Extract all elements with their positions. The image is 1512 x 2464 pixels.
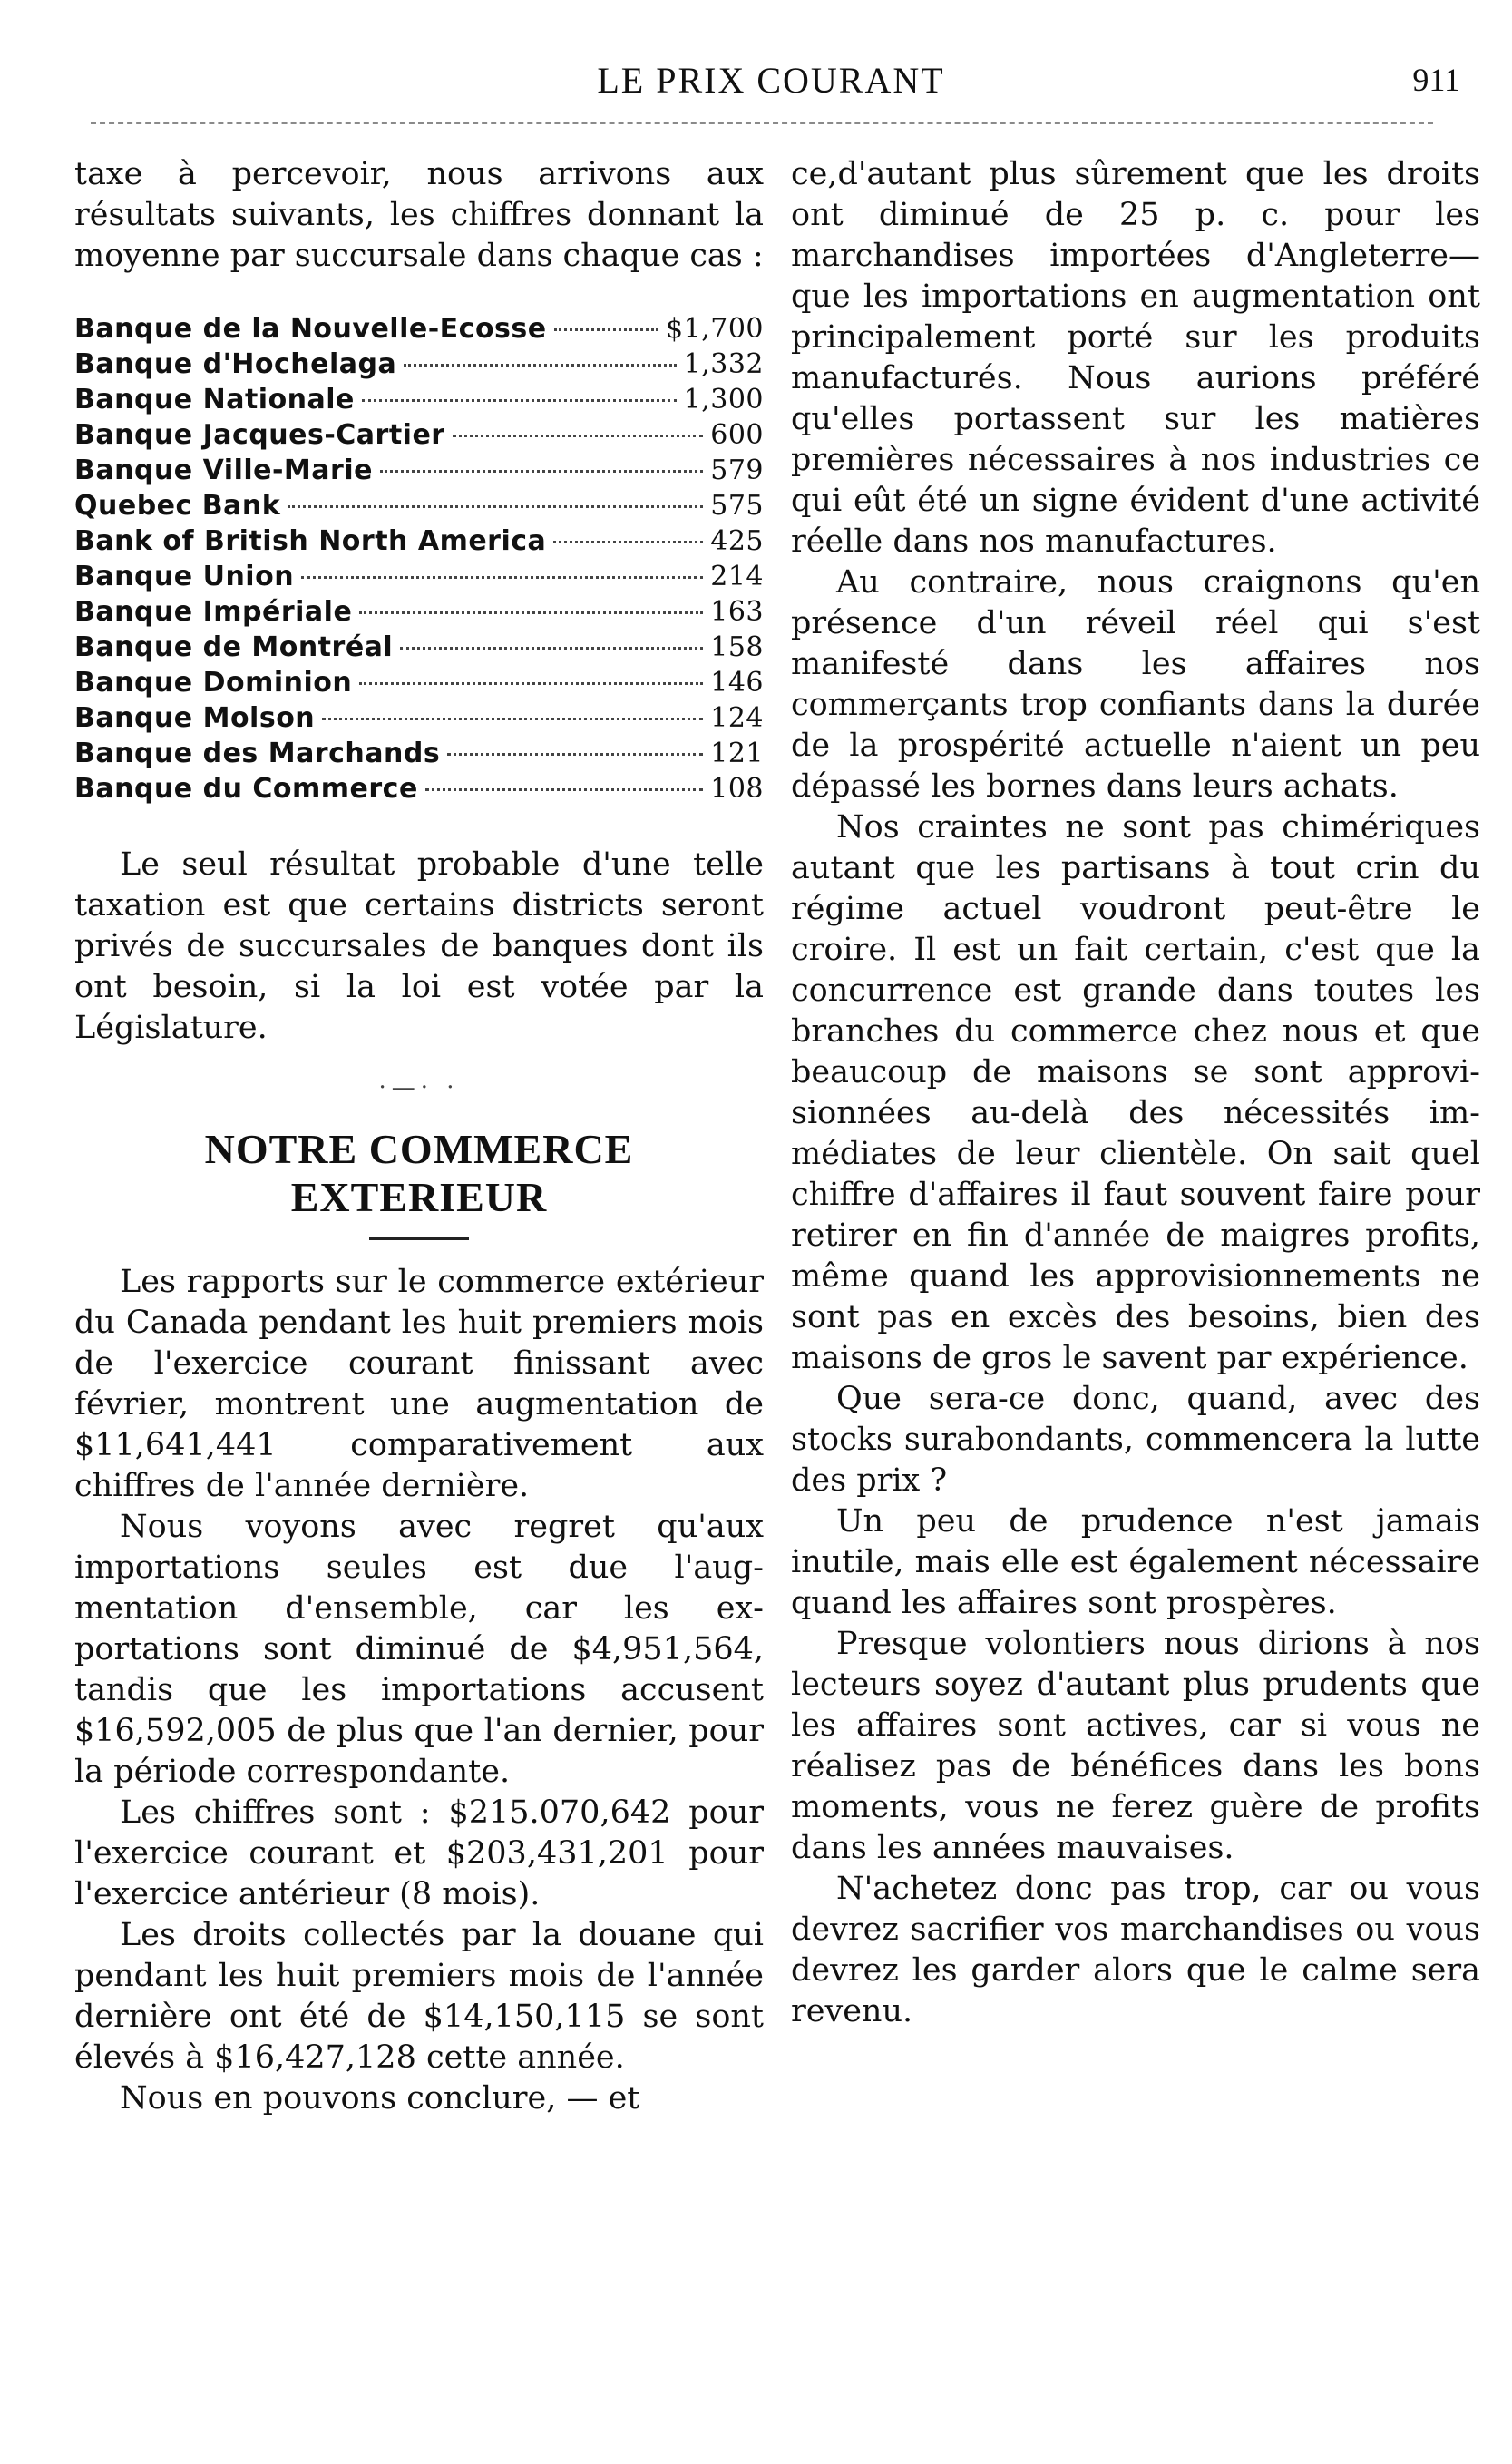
bank-value: 158: [710, 631, 764, 663]
bank-value: $1,700: [666, 313, 764, 345]
bank-value: 575: [710, 490, 764, 522]
section-divider: ·—· ·: [378, 1074, 460, 1101]
bank-row: [74, 384, 764, 419]
right-paragraph: Que sera-ce donc, quand, avec des stocks surabondants, commencera la lutte des prix ?: [791, 1381, 1480, 1499]
leader-dots: [359, 611, 703, 614]
bank-name: Banque Jacques-Cartier: [74, 419, 445, 451]
bank-row: [74, 702, 764, 738]
left-paragraph: Les rapports sur le commerce extérieur du Canada pendant les huit premiers mois de l'exercice courant finissant avec février, montrent une augmentation de $11,641,441 comparativement aux chiffres de l'année dernière.: [74, 1264, 764, 1504]
bank-row: [74, 419, 764, 455]
leader-dots: [554, 328, 658, 331]
leader-dots: [447, 753, 703, 756]
bank-value: 163: [710, 596, 764, 628]
leader-dots: [301, 576, 703, 579]
bank-row: [74, 490, 764, 525]
bank-value: 121: [710, 738, 764, 769]
right-paragraph: ce,d'autant plus sûrement que les droits ont diminué de 25 p. c. pour les marchandises importées d'Angleterre—que les importations en augmentation ont principalement porté sur les produits manufacturés. Nous aurions préféré qu'elles portassent sur les matières premières nécessaires à nos industries ce qui eût été un signe évident d'une activité réelle dans nos manufactures.: [791, 156, 1480, 560]
bank-name: Banque du Commerce: [74, 773, 418, 805]
intro-paragraph: taxe à percevoir, nous arrivons aux résultats suivants, les chiffres donnant la moyenne par succursale dans chaque cas :: [74, 156, 764, 274]
left-paragraph: Les chiffres sont : $215.070,642 pour l'exercice courant et $203,431,201 pour l'exercice antérieur (8 mois).: [74, 1794, 764, 1912]
left-paragraph: Nous en pouvons conclure, — et: [120, 2080, 640, 2117]
leader-dots: [553, 541, 703, 543]
page-header: [0, 59, 1512, 113]
bank-row: [74, 313, 764, 348]
conclusion-paragraph: Le seul résultat probable d'une telle taxation est que certains districts seront privés de succursales de banques dont ils ont besoin, si la loi est votée par la Législature.: [74, 846, 764, 1046]
bank-branch-table: [74, 313, 764, 808]
bank-row: [74, 525, 764, 561]
leader-dots: [400, 647, 703, 650]
bank-row: [74, 773, 764, 808]
leader-dots: [322, 718, 703, 720]
bank-value: 108: [710, 773, 764, 805]
running-title: LE PRIX COURANT: [597, 60, 945, 101]
leader-dots: [359, 682, 703, 685]
bank-value: 579: [710, 455, 764, 486]
left-paragraph: Les droits collectés par la douane qui pendant les huit premiers mois de l'année dernière ont été de $14,150,115 se sont élevés à $16,427,128 cette année.: [74, 1917, 764, 2076]
bank-name: Banque de Montréal: [74, 631, 394, 663]
bank-value: 425: [710, 525, 764, 557]
section-title: NOTRE COMMERCE EXTERIEUR: [204, 1126, 634, 1220]
bank-name: Banque Union: [74, 561, 295, 592]
bank-row: [74, 667, 764, 702]
right-paragraph: Au contraire, nous craignons qu'en présence d'un réveil réel qui s'est manifesté dans les affaires nos commerçants trop confiants dans la durée de la prospérité actuelle n'aient un peu dépassé les bornes dans leurs achats.: [791, 564, 1480, 805]
bank-value: 1,332: [683, 348, 764, 380]
leader-dots: [425, 788, 703, 791]
right-column: [791, 154, 1480, 2032]
leader-dots: [404, 364, 676, 367]
bank-row: [74, 596, 764, 631]
bank-name: Banque Molson: [74, 702, 316, 734]
bank-row: [74, 348, 764, 384]
bank-value: 124: [710, 702, 764, 734]
bank-name: Bank of British North America: [74, 525, 547, 557]
header-rule: [91, 122, 1433, 124]
page-number: 911: [1412, 62, 1460, 98]
bank-value: 146: [710, 667, 764, 699]
left-column: [74, 154, 764, 2119]
bank-name: Banque Nationale: [74, 384, 355, 416]
bank-name: Banque d'Hochelaga: [74, 348, 397, 380]
bank-name: Quebec Bank: [74, 490, 281, 522]
bank-row: [74, 455, 764, 490]
leader-dots: [362, 399, 677, 402]
right-paragraph: Un peu de prudence n'est jamais inutile, mais elle est également nécessaire quand les affaires sont prospères.: [791, 1503, 1480, 1621]
bank-value: 1,300: [683, 384, 764, 416]
bank-name: Banque des Marchands: [74, 738, 441, 769]
bank-row: [74, 738, 764, 773]
bank-value: 600: [710, 419, 764, 451]
leader-dots: [380, 470, 703, 473]
leader-dots: [453, 435, 704, 437]
right-paragraph: N'achetez donc pas trop, car ou vous devrez sacrifier vos marchandises ou vous devrez les garder alors que le calme sera revenu.: [791, 1871, 1480, 2029]
left-paragraph: Nous voyons avec regret qu'aux importations seules est due l'augmentation d'ensemble, car les exportations sont diminué de $4,951,564, tandis que les importations accusent $16,592,005 de plus que l'an dernier, pour la période correspondante.: [74, 1509, 764, 1790]
bank-name: Banque Ville-Marie: [74, 455, 373, 486]
right-paragraph: Presque volontiers nous dirions à nos lecteurs soyez d'autant plus prudents que les affaires sont actives, car si vous ne réalisez pas de bénéfices dans les bons moments, vous ne ferez guère de profits dans les années mauvaises.: [791, 1626, 1480, 1866]
bank-row: [74, 631, 764, 667]
bank-name: Banque Impériale: [74, 596, 353, 628]
bank-name: Banque Dominion: [74, 667, 353, 699]
title-rule: [369, 1237, 469, 1240]
bank-row: [74, 561, 764, 596]
bank-value: 214: [710, 561, 764, 592]
right-paragraph: Nos craintes ne sont pas chimériques autant que les partisans à tout crin du régime actuel voudront peut-être le croire. Il est un fait certain, c'est que la concurrence est grande dans toutes les branches du commerce chez nous et que beaucoup de maisons se sont approvisionnées au-delà des nécessités immédiates de leur clientèle. On sait quel chiffre d'affaires il faut souvent faire pour retirer en fin d'année de maigres profits, même quand les approvisionnements ne sont pas en excès des besoins, bien des maisons de gros le savent par expérience.: [791, 809, 1480, 1376]
leader-dots: [288, 505, 703, 508]
bank-name: Banque de la Nouvelle-Ecosse: [74, 313, 547, 345]
